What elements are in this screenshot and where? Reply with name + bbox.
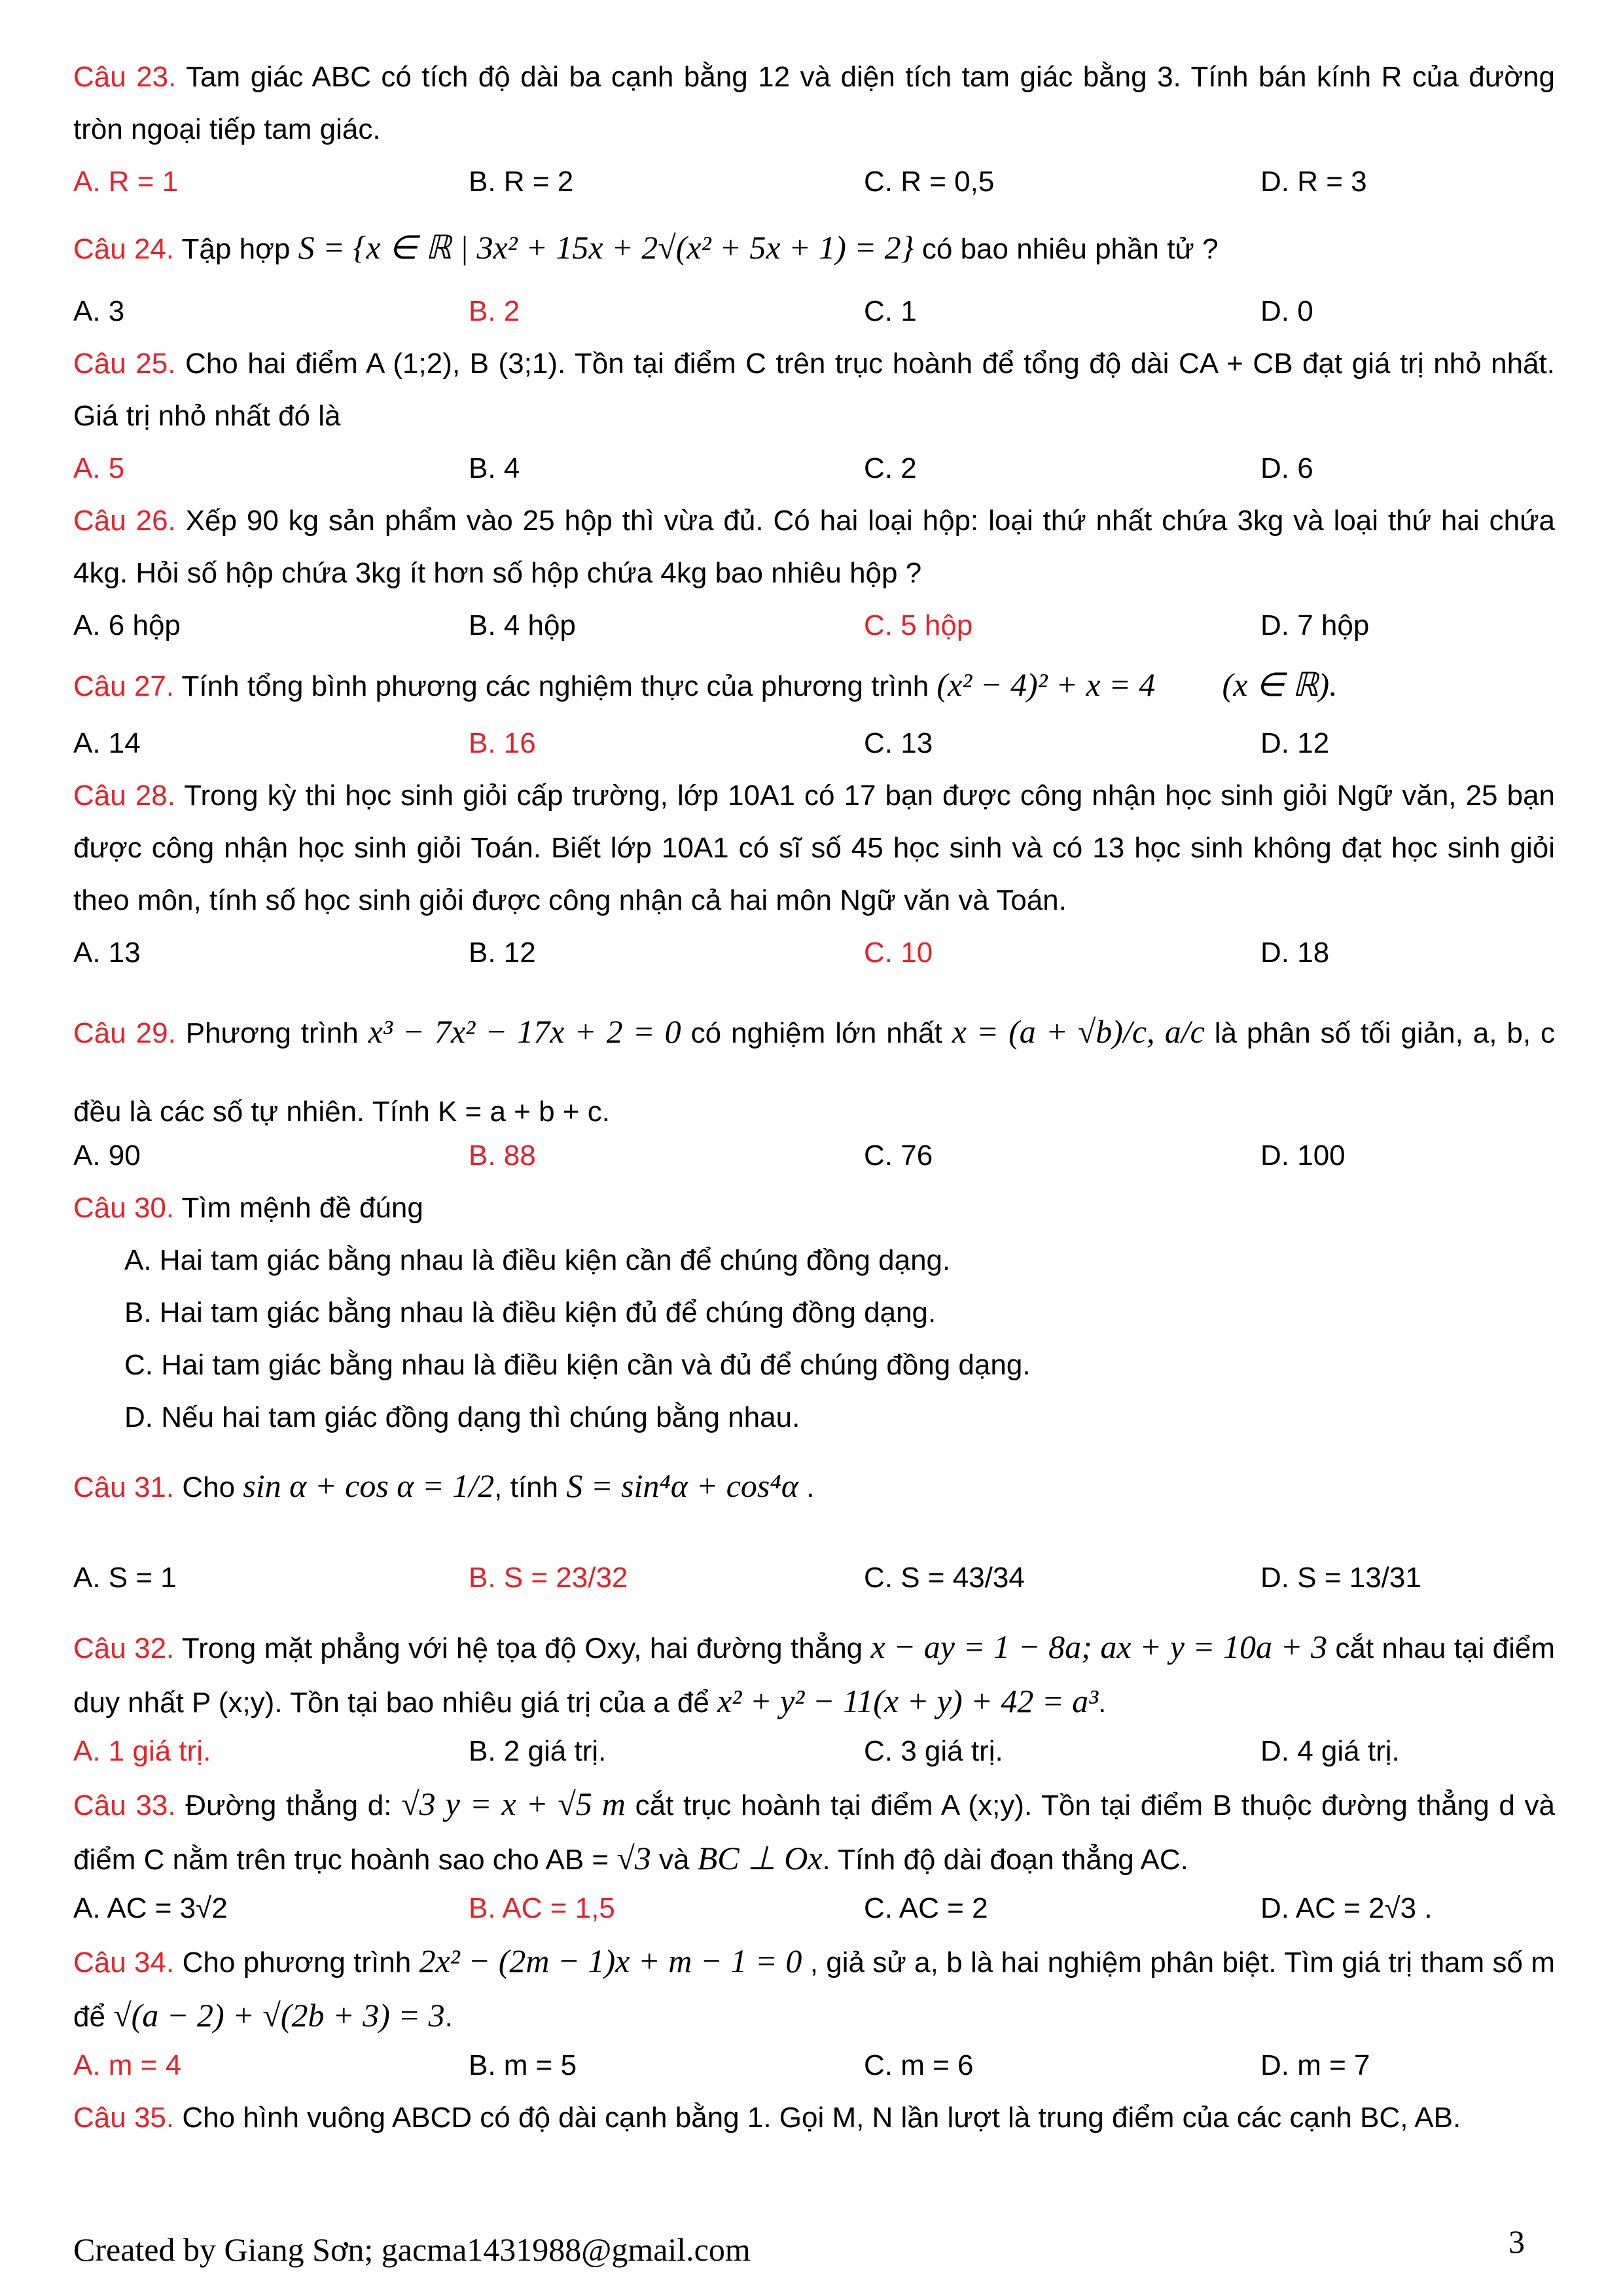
options-34 bbox=[73, 2039, 1555, 2092]
question-text: , giả sử a, b là hai nghiệm phân biệt. Tìm giá trị tham số m để bbox=[73, 1946, 1555, 2033]
options-23 bbox=[73, 156, 1555, 208]
lines-formula: x − ay = 1 − 8a; ax + y = 10a + 3 bbox=[870, 1628, 1328, 1665]
question-label: Câu 30. bbox=[73, 1192, 175, 1224]
option-d[interactable]: D. 7 hộp bbox=[1260, 609, 1370, 641]
option-a[interactable]: A. 6 hộp bbox=[73, 609, 181, 641]
options-32 bbox=[73, 1725, 1555, 1778]
question-26 bbox=[73, 495, 1555, 600]
question-text: có bao nhiêu phần tử ? bbox=[921, 233, 1219, 265]
question-text: Tính tổng bình phương các nghiệm thực của phương trình bbox=[181, 670, 929, 702]
question-27 bbox=[73, 652, 1555, 719]
option-d[interactable]: D. 12 bbox=[1260, 727, 1330, 759]
question-25 bbox=[73, 338, 1555, 442]
question-label: Câu 32. bbox=[73, 1632, 175, 1664]
option-a[interactable]: A. 13 bbox=[73, 937, 141, 969]
question-33 bbox=[73, 1778, 1555, 1886]
question-label: Câu 35. bbox=[73, 2102, 175, 2134]
given-formula: sin α + cos α = 1/2 bbox=[243, 1467, 495, 1504]
option-c[interactable]: C. Hai tam giác bằng nhau là điều kiện cần và đủ để chúng đồng dạng. bbox=[124, 1349, 1031, 1381]
page-number: 3 bbox=[1508, 2223, 1525, 2260]
question-label: Câu 28. bbox=[73, 780, 175, 812]
question-text: có nghiệm lớn nhất bbox=[690, 1017, 942, 1049]
question-text: Xếp 90 kg sản phẩm vào 25 hộp thì vừa đủ. Có hai loại hộp: loại thứ nhất chứa 3kg và loại thứ hai chứa 4kg. Hỏi số hộp chứa 3kg ít hơn số hộp chứa 4kg bao nhiêu hộp ? bbox=[73, 505, 1555, 589]
question-label: Câu 23. bbox=[73, 61, 177, 93]
option-b[interactable]: B. 16 bbox=[469, 727, 536, 759]
line-formula: √3 y = x + √5 m bbox=[401, 1785, 626, 1822]
option-d[interactable]: D. 0 bbox=[1260, 295, 1313, 327]
question-text: Trong mặt phẳng với hệ tọa độ Oxy, hai đường thẳng bbox=[181, 1632, 863, 1664]
question-35 bbox=[73, 2092, 1555, 2144]
question-text: . Tính độ dài đoạn thẳng AC. bbox=[822, 1844, 1188, 1876]
options-25 bbox=[73, 442, 1555, 495]
question-label: Câu 25. bbox=[73, 348, 176, 380]
option-a[interactable]: A. AC = 3√2 bbox=[73, 1892, 228, 1924]
question-23 bbox=[73, 51, 1555, 156]
question-label: Câu 29. bbox=[73, 1017, 176, 1049]
question-label: Câu 26. bbox=[73, 505, 176, 537]
option-a[interactable]: A. m = 4 bbox=[73, 2049, 182, 2081]
options-29 bbox=[73, 1130, 1555, 1182]
option-d[interactable]: D. 6 bbox=[1260, 452, 1313, 484]
option-a[interactable]: A. Hai tam giác bằng nhau là điều kiện cần để chúng đồng dạng. bbox=[124, 1244, 951, 1276]
condition-formula: x² + y² − 11(x + y) + 42 = a³ bbox=[717, 1683, 1099, 1719]
question-text: Tìm mệnh đề đúng bbox=[181, 1192, 423, 1224]
question-29 bbox=[73, 992, 1555, 1151]
equation: x³ − 7x² − 17x + 2 = 0 bbox=[368, 1013, 681, 1050]
option-b[interactable]: B. 88 bbox=[469, 1139, 536, 1172]
question-31: Câu 31. Cho sin α + cos α = 1/2, tính S = sin⁴α + cos⁴α . bbox=[73, 1467, 815, 1504]
question-30 bbox=[73, 1182, 1555, 1234]
question-text: Cho phương trình bbox=[182, 1946, 412, 1979]
option-b[interactable]: B. AC = 1,5 bbox=[469, 1892, 615, 1924]
option-c[interactable]: C. 5 hộp bbox=[864, 609, 973, 641]
option-c[interactable]: C. 13 bbox=[864, 727, 933, 759]
option-d[interactable]: D. 100 bbox=[1260, 1139, 1346, 1172]
option-c[interactable]: C. AC = 2 bbox=[864, 1892, 988, 1924]
option-b[interactable]: B. 2 bbox=[469, 295, 520, 327]
question-28 bbox=[73, 770, 1555, 927]
option-c[interactable]: C. 10 bbox=[864, 937, 933, 969]
options-33 bbox=[73, 1882, 1555, 1935]
ab-length: √3 bbox=[616, 1840, 651, 1876]
equation: 2x² − (2m − 1)x + m − 1 = 0 bbox=[419, 1943, 802, 1979]
options-24 bbox=[73, 285, 1555, 338]
option-b[interactable]: B. R = 2 bbox=[469, 166, 574, 198]
question-label: Câu 33. bbox=[73, 1789, 176, 1821]
question-label: Câu 24. bbox=[73, 233, 175, 265]
options-28 bbox=[73, 927, 1555, 979]
target-formula: S = sin⁴α + cos⁴α bbox=[566, 1467, 798, 1504]
option-d[interactable]: D. R = 3 bbox=[1260, 166, 1367, 198]
option-c[interactable]: C. R = 0,5 bbox=[864, 166, 995, 198]
question-text: Trong kỳ thi học sinh giỏi cấp trường, lớp 10A1 có 17 bạn được công nhận học sinh giỏi Ngữ văn, 25 bạn được công nhận học sinh giỏi Toán. Biết lớp 10A1 có sĩ số 45 học sinh và có 13 học sinh không đạt học sinh giỏi theo môn, tính số học sinh giỏi được công nhận cả hai môn Ngữ văn và Toán. bbox=[73, 780, 1556, 916]
question-text: Tam giác ABC có tích độ dài ba cạnh bằng 12 và diện tích tam giác bằng 3. Tính bán kính R của đường tròn ngoại tiếp tam giác. bbox=[73, 61, 1555, 145]
option-c[interactable]: C. S = 43/34 bbox=[864, 1562, 1025, 1594]
root-formula: x = (a + √b)/c, a/c bbox=[952, 1013, 1205, 1050]
option-b[interactable]: B. S = 23/32 bbox=[469, 1562, 628, 1594]
option-a[interactable]: A. R = 1 bbox=[73, 166, 179, 198]
question-label: Câu 34. bbox=[73, 1946, 175, 1979]
option-a[interactable]: A. 90 bbox=[73, 1139, 141, 1172]
option-c[interactable]: C. 1 bbox=[864, 295, 917, 327]
option-b[interactable]: B. 12 bbox=[469, 937, 536, 969]
question-text: Tập hợp bbox=[181, 233, 291, 265]
question-text: Phương trình bbox=[185, 1017, 359, 1049]
option-a[interactable]: A. 1 giá trị. bbox=[73, 1735, 211, 1767]
option-d[interactable]: D. m = 7 bbox=[1260, 2049, 1370, 2081]
question-label: Câu 27. bbox=[73, 670, 175, 702]
option-d[interactable]: D. S = 13/31 bbox=[1260, 1562, 1421, 1594]
option-a[interactable]: A. 5 bbox=[73, 452, 125, 484]
option-b[interactable]: B. Hai tam giác bằng nhau là điều kiện đủ để chúng đồng dạng. bbox=[124, 1297, 936, 1329]
option-d[interactable]: D. 4 giá trị. bbox=[1260, 1735, 1400, 1767]
condition-formula: √(a − 2) + √(2b + 3) = 3 bbox=[113, 1997, 445, 2034]
options-26 bbox=[73, 600, 1555, 652]
option-d[interactable]: D. 18 bbox=[1260, 937, 1330, 969]
question-text: cắt trục hoành tại điểm A (x;y). Tồn tại điểm B thuộc đường thẳng d và điểm C nằm trên trục hoành sao cho AB = bbox=[73, 1789, 1556, 1876]
question-24 bbox=[73, 215, 1555, 282]
options-31 bbox=[73, 1542, 1555, 1614]
option-b[interactable]: B. 4 hộp bbox=[469, 609, 576, 641]
footer-credit: Created by Giang Sơn; gacma1431988@gmail.com bbox=[73, 2231, 751, 2268]
set-formula: S = {x ∈ ℝ | 3x² + 15x + 2√(x² + 5x + 1) = 2} bbox=[298, 229, 914, 266]
question-text: Cho bbox=[182, 1471, 236, 1503]
equation: (x² − 4)² + x = 4 bbox=[936, 666, 1156, 703]
option-a[interactable]: A. 14 bbox=[73, 727, 141, 759]
perpendicular-formula: BC ⊥ Ox bbox=[697, 1840, 823, 1876]
question-32: Câu 32. Trong mặt phẳng với hệ tọa độ Oxy, hai đường thẳng x − ay = 1 − 8a; ax + y = 10a + 3 cắt nhau tại điểm duy nhất P (x;y). Tồn tại bao nhiêu giá trị của a để x² + y² − 11(x + y) + 42 = a³. bbox=[73, 1628, 1555, 1719]
option-b[interactable]: B. 2 giá trị. bbox=[469, 1735, 607, 1767]
question-text: Đường thẳng d: bbox=[185, 1789, 392, 1821]
option-c[interactable]: C. m = 6 bbox=[864, 2049, 974, 2081]
question-text: Cho hình vuông ABCD có độ dài cạnh bằng 1. Gọi M, N lần lượt là trung điểm của các cạnh BC, AB. bbox=[182, 2102, 1461, 2134]
question-text: là phân số tối giản, a, b, c đều là các số tự nhiên. Tính K = a + b + c. bbox=[73, 1017, 1555, 1128]
question-label: Câu 31. bbox=[73, 1471, 175, 1503]
question-text: , tính bbox=[494, 1471, 559, 1503]
question-text: Cho hai điểm A (1;2), B (3;1). Tồn tại điểm C trên trục hoành để tổng độ dài CA + CB đạt giá trị nhỏ nhất. Giá trị nhỏ nhất đó là bbox=[73, 348, 1556, 432]
option-c[interactable]: C. 2 bbox=[864, 452, 917, 484]
option-d[interactable]: D. Nếu hai tam giác đồng dạng thì chúng bằng nhau. bbox=[124, 1401, 800, 1433]
option-c[interactable]: C. 3 giá trị. bbox=[864, 1735, 1003, 1767]
domain-condition: (x ∈ ℝ). bbox=[1222, 666, 1338, 703]
options-27 bbox=[73, 717, 1555, 770]
question-text: và bbox=[659, 1844, 690, 1876]
option-d[interactable]: D. AC = 2√3 . bbox=[1260, 1892, 1433, 1924]
option-a[interactable]: A. 3 bbox=[73, 295, 125, 327]
question-34: Câu 34. Cho phương trình 2x² − (2m − 1)x + m − 1 = 0 , giả sử a, b là hai nghiệm phân biệt. Tìm giá trị tham số m để √(a − 2) + √(2b + 3) = 3. bbox=[73, 1943, 1555, 2034]
question-text: cắt nhau tại điểm duy nhất P (x;y). Tồn tại bao nhiêu giá trị của a để bbox=[73, 1632, 1555, 1719]
option-b[interactable]: B. 4 bbox=[469, 452, 520, 484]
option-b[interactable]: B. m = 5 bbox=[469, 2049, 577, 2081]
option-c[interactable]: C. 76 bbox=[864, 1139, 933, 1172]
option-a[interactable]: A. S = 1 bbox=[73, 1562, 177, 1594]
